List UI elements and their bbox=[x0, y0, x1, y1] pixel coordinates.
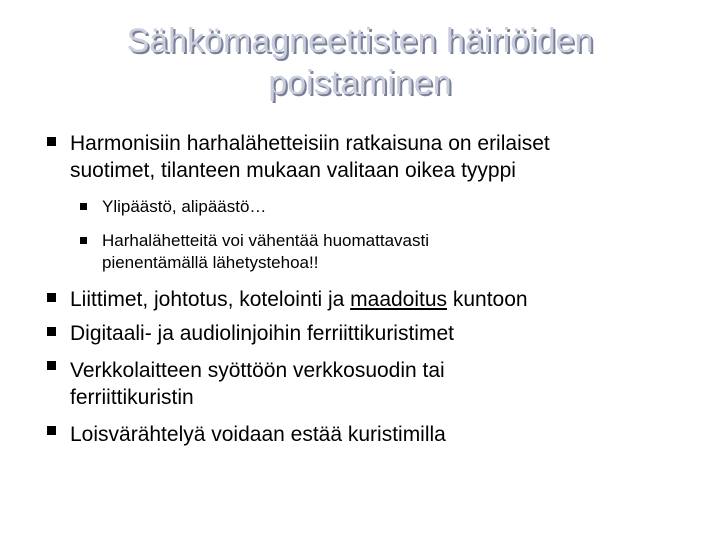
sub-bullet-item-1 bbox=[102, 196, 662, 218]
bullet-item-3-text: Digitaali- ja audiolinjoihin ferriittikuristimet bbox=[70, 322, 454, 345]
bullet-item-4 bbox=[70, 357, 680, 411]
bullet-item-3 bbox=[70, 320, 680, 347]
bullet-item-4-line-2: ferriittikuristin bbox=[70, 386, 194, 409]
bullet-item-5-text: Loisvärähtelyä voidaan estää kuristimilla bbox=[70, 423, 446, 446]
bullet-item-4-line-1: Verkkolaitteen syöttöön verkkosuodin tai bbox=[70, 359, 445, 382]
bullet-item-2-text-end: kuntoon bbox=[447, 288, 528, 311]
square-bullet-icon bbox=[47, 361, 56, 370]
slide-title-line-2: poistaminen bbox=[268, 64, 452, 102]
sub-bullet-item-2-line-2: pienentämällä lähetystehoa!! bbox=[102, 253, 319, 272]
square-bullet-icon bbox=[80, 237, 87, 244]
square-bullet-icon bbox=[47, 327, 56, 336]
bullet-item-2-text-start: Liittimet, johtotus, kotelointi ja bbox=[70, 288, 351, 311]
bullet-item-2-underlined-word: maadoitus bbox=[350, 288, 448, 311]
bullet-item-1-line-2: suotimet, tilanteen mukaan valitaan oikea tyyppi bbox=[70, 159, 516, 182]
square-bullet-icon bbox=[80, 203, 87, 210]
sub-bullet-item-2-line-1: Harhalähetteitä voi vähentää huomattavasti bbox=[102, 231, 429, 250]
square-bullet-icon bbox=[47, 293, 56, 302]
sub-bullet-item-2 bbox=[102, 230, 662, 274]
bullet-item-5 bbox=[70, 421, 680, 448]
bullet-item-2 bbox=[70, 286, 680, 313]
bullet-item-1 bbox=[70, 130, 680, 184]
slide-title-line-1: Sähkömagneettisten häiriöiden bbox=[126, 22, 594, 60]
sub-bullet-item-1-text: Ylipäästö, alipäästö… bbox=[102, 197, 267, 216]
bullet-item-1-line-1: Harmonisiin harhalähetteisiin ratkaisuna on erilaiset bbox=[70, 132, 550, 155]
bullet-item-2-line bbox=[70, 286, 680, 313]
square-bullet-icon bbox=[47, 137, 56, 146]
square-bullet-icon bbox=[47, 426, 56, 435]
